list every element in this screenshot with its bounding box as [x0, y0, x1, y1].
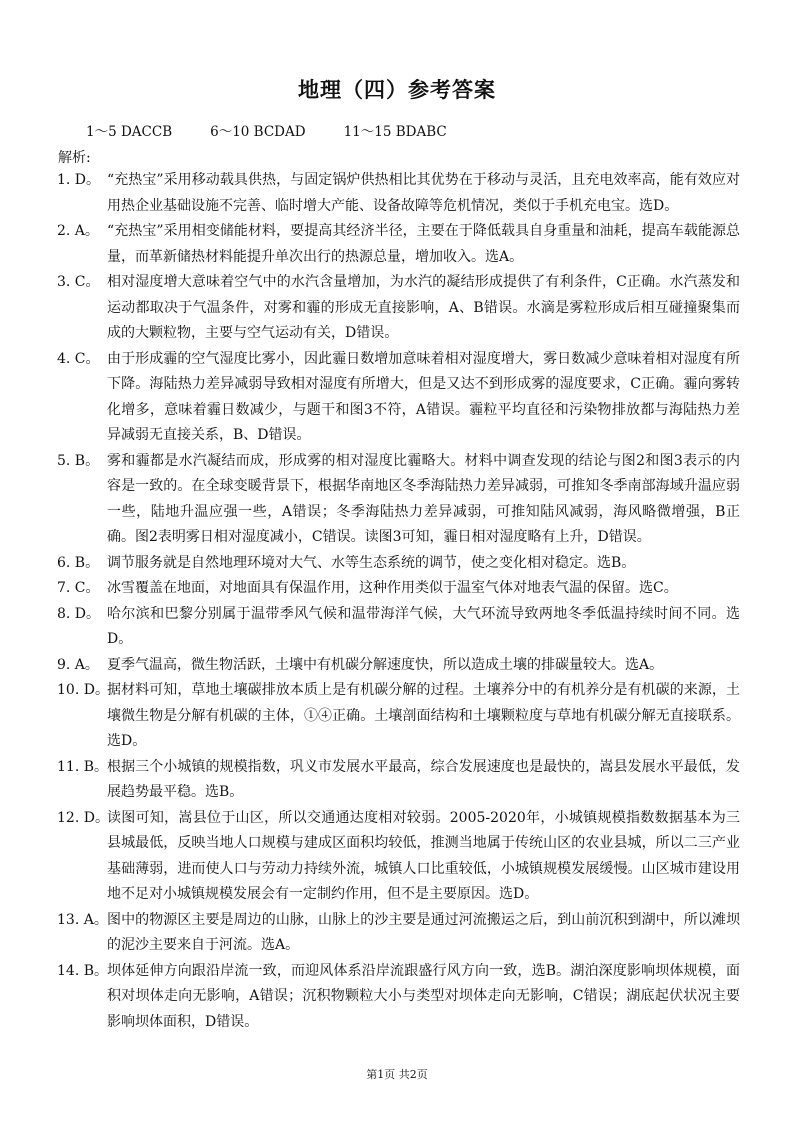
item-text: 读图可知，嵩县位于山区，所以交通通达度相对较弱。2005-2020年，小城镇规模指数数据基本为三县城最低，反映当地人口规模与建成区面积均较低，推测当地属于传统山区的农业县城，所以二三产业基础薄弱，进而使人口与劳动力持续外流，城镇人口比重较低，小城镇规模发展缓慢。山区城市建设用地不足对小城镇规模发展会有一定制约作用，但不是主要原因。选D。 [107, 809, 740, 902]
item-text: 据材料可知，草地土壤碳排放本质上是有机碳分解的过程。土壤养分中的有机养分是有机碳的来源，土壤微生物是分解有机碳的主体，①④正确。土壤剖面结构和土壤颗粒度与草地有机碳分解无直接联系。选D。 [107, 682, 740, 749]
item-number: 13. A。 [57, 911, 108, 928]
answer-key-group: 1～5 DACCB [86, 124, 173, 140]
item-text: “充热宝”采用相变储能材料，要提高其经济半径，主要在于降低载具自身重量和油耗，提高车载能源总量，而革新储热材料能提升单次出行的热源总量，增加收入。选A。 [107, 223, 740, 265]
item-text: 冰雪覆盖在地面，对地面具有保温作用，这种作用类似于温室气体对地表气温的保留。选C。 [107, 580, 678, 596]
analysis-item [57, 576, 740, 602]
item-number: 12. D。 [57, 809, 109, 826]
item-text: 图中的物源区主要是周边的山脉，山脉上的沙主要是通过河流搬运之后，到山前沉积到湖中，所以滩坝的泥沙主要来自于河流。选A。 [107, 911, 740, 953]
analysis-item [57, 270, 740, 347]
item-text: 哈尔滨和巴黎分别属于温带季风气候和温带海洋气候，大气环流导致两地冬季低温持续时间不同。选D。 [107, 605, 740, 647]
item-number: 5. B。 [57, 452, 100, 469]
page-title: 地理（四）参考答案 [298, 78, 496, 102]
analysis-item [57, 602, 740, 653]
item-number: 7. C。 [57, 580, 100, 596]
analysis-item [57, 551, 740, 577]
analysis-item [57, 959, 740, 1036]
item-text: 雾和霾都是水汽凝结而成，形成雾的相对湿度比霾略大。材料中调查发现的结论与图2和图3表示的内容是一致的。在全球变暖背景下，根据华南地区冬季海陆热力差异减弱，可推知冬季南部海域升温应弱一些，陆地升温应强一些，A错误；冬季海陆热力差异减弱，可推知陆风减弱，海风略微增强，B正确。图2表明雾日相对湿度减小，C错误。读图3可知，霾日相对湿度略有上升，D错误。 [107, 452, 740, 545]
item-text: 夏季气温高，微生物活跃，土壤中有机碳分解速度快，所以造成土壤的排碳量较大。选A。 [107, 656, 664, 673]
analysis-item [57, 755, 740, 806]
analysis-item [57, 678, 740, 755]
analysis-list [0, 168, 794, 1035]
page-footer: 第1页 共2页 [366, 1068, 428, 1081]
answer-key-group: 11～15 BDABC [343, 124, 447, 140]
item-text: 相对湿度增大意味着空气中的水汽含量增加，为水汽的凝结形成提供了有利条件，C正确。水汽蒸发和运动都取决于气温条件，对雾和霾的形成无直接影响，A、B错误。水滴是雾粒形成后相互碰撞聚集而成的大颗粒物，主要与空气运动有关，D错误。 [107, 274, 740, 341]
answer-key-group: 6～10 BCDAD [210, 124, 306, 140]
analysis-item [57, 449, 740, 551]
item-text: 调节服务就是自然地理环境对大气、水等生态系统的调节，使之变化相对稳定。选B。 [107, 554, 636, 571]
analysis-label: 解析: [58, 150, 91, 166]
item-text: 由于形成霾的空气湿度比雾小，因此霾日数增加意味着相对湿度增大，雾日数减少意味着相对湿度有所下降。海陆热力差异减弱导致相对湿度有所增大，但是又达不到形成雾的湿度要求，C正确。霾向雾转化增多，意味着霾日数减少，与题干和图3不符，A错误。霾粒平均直径和污染物排放都与海陆热力差异减弱无直接关系，B、D错误。 [107, 350, 740, 443]
item-text: 根据三个小城镇的规模指数，巩义市发展水平最高，综合发展速度也是最快的，嵩县发展水平最低，发展趋势最平稳。选B。 [107, 758, 740, 800]
analysis-item [57, 168, 740, 219]
answer-key [86, 120, 485, 140]
analysis-item [57, 908, 740, 959]
item-number: 2. A。 [57, 223, 99, 239]
item-number: 4. C。 [57, 350, 100, 367]
item-number: 1. D。 [57, 172, 101, 188]
item-number: 3. C。 [57, 274, 100, 290]
analysis-item [57, 653, 740, 679]
item-number: 10. D。 [57, 682, 109, 698]
item-number: 11. B。 [57, 758, 109, 775]
item-number: 6. B。 [57, 554, 100, 571]
item-number: 9. A。 [57, 656, 99, 673]
analysis-item [57, 806, 740, 908]
item-number: 14. B。 [57, 962, 109, 979]
item-number: 8. D。 [57, 605, 101, 622]
item-text: 坝体延伸方向跟沿岸流一致，而迎风体系沿岸流跟盛行风方向一致，选B。湖泊深度影响坝体规模，面积对坝体走向无影响，A错误；沉积物颗粒大小与类型对坝体走向无影响，C错误；湖底起伏状况主要影响坝体面积，D错误。 [107, 962, 740, 1030]
item-text: “充热宝”采用移动载具供热，与固定锅炉供热相比其优势在于移动与灵活，且充电效率高，能有效应对用热企业基础设施不完善、临时增大产能、设备故障等危机情况，类似于手机充电宝。选D。 [107, 172, 740, 214]
analysis-item [57, 347, 740, 449]
analysis-item [57, 219, 740, 270]
